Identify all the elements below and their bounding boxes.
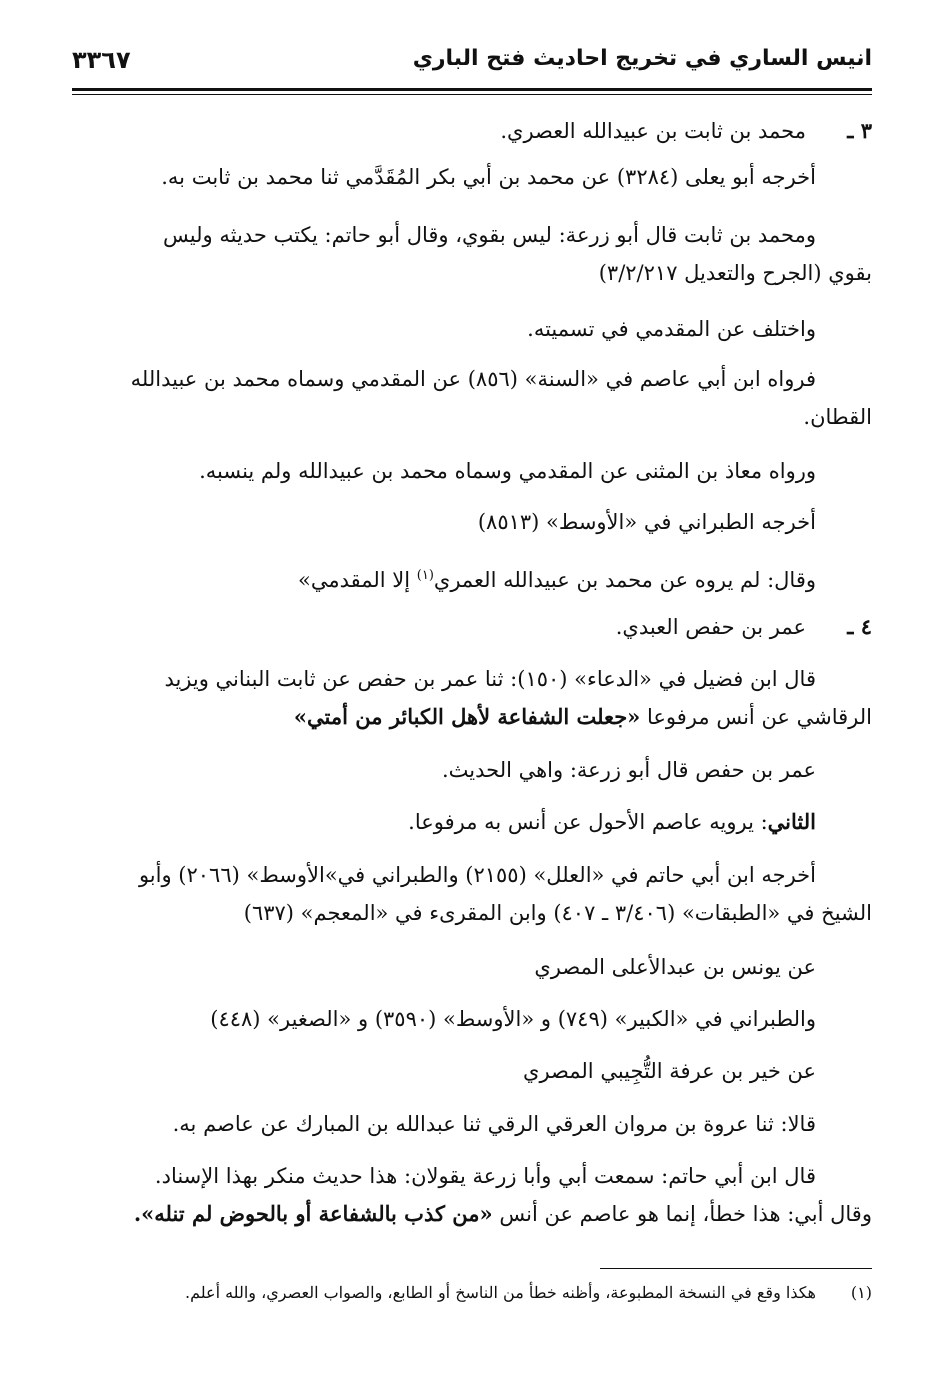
paragraph: [64, 1000, 872, 1038]
footnote-text: هكذا وقع في النسخة المطبوعة، وأظنه خطأ من الناسخ أو الطابع، والصواب العصري، والله أعلم.: [184, 1283, 816, 1302]
paragraph: [64, 557, 872, 599]
text-line: قالا: ثنا عروة بن مروان العرقي الرقي ثنا عبدالله بن المبارك عن عاصم به.: [172, 1112, 816, 1136]
footnote-number: (١): [850, 1283, 872, 1302]
text-line: والطبراني في «الكبير» (٧٤٩) و «الأوسط» (٣٥٩٠) و «الصغير» (٤٤٨): [210, 1007, 816, 1031]
section-3-heading: [64, 112, 872, 150]
paragraph: [64, 856, 872, 932]
text-line: عمر بن حفص قال أبو زرعة: واهي الحديث.: [441, 758, 816, 782]
paragraph: [64, 803, 872, 841]
footnote-marker[interactable]: (١): [416, 568, 434, 583]
text-line: عن يونس بن عبدالأعلى المصري: [534, 955, 816, 979]
text-fragment: إلا المقدمي»: [297, 568, 417, 592]
paragraph: [64, 1105, 872, 1143]
text-line: أخرجه أبو يعلى (٣٢٨٤) عن محمد بن أبي بكر المُقَدَّمي ثنا محمد بن ثابت به.: [161, 165, 816, 189]
paragraph: [64, 360, 872, 436]
paragraph: [64, 1157, 872, 1233]
text-fragment: وقال: لم يروه عن محمد بن عبيدالله العمري: [433, 568, 816, 592]
paragraph: [64, 948, 872, 986]
running-header: [72, 44, 872, 84]
book-title: انيس الساري في تخريج احاديث فتح الباري: [412, 46, 872, 71]
paragraph: [64, 503, 872, 541]
item-label: الثاني: [767, 809, 816, 834]
text-line: ورواه معاذ بن المثنى عن المقدمي وسماه محمد بن عبيدالله ولم ينسبه.: [199, 459, 816, 483]
section-title: محمد بن ثابت بن عبيدالله العصري.: [500, 119, 806, 143]
text-line: الشيخ في «الطبقات» (٣/٤٠٦ ـ ٤٠٧) وابن المقرىء في «المعجم» (٦٣٧): [243, 901, 872, 925]
paragraph: [64, 216, 872, 292]
text-line: ومحمد بن ثابت قال أبو زرعة: ليس بقوي، وقال أبو حاتم: يكتب حديثه وليس: [163, 223, 816, 247]
text-line: [64, 557, 872, 599]
text-line: فرواه ابن أبي عاصم في «السنة» (٨٥٦) عن المقدمي وسماه محمد بن عبيدالله: [130, 367, 816, 391]
text-line: [64, 803, 872, 841]
paragraph: [64, 310, 872, 348]
text-line: عن خير بن عرفة التُّجِيبي المصري: [523, 1059, 816, 1083]
text-fragment: الرقاشي عن أنس مرفوعا: [640, 705, 872, 729]
section-title: عمر بن حفص العبدي.: [615, 615, 806, 639]
text-line: أخرجه الطبراني في «الأوسط» (٨٥١٣): [477, 510, 816, 534]
header-rule-thick: [72, 88, 872, 91]
hadith-quote: «جعلت الشفاعة لأهل الكبائر من أمتي»: [293, 704, 641, 729]
footnote-separator: [600, 1268, 872, 1269]
text-line: واختلف عن المقدمي في تسميته.: [527, 317, 816, 341]
page-number: ٣٣٦٧: [72, 46, 131, 74]
hadith-quote: «من كذب بالشفاعة أو بالحوض لم تنله».: [133, 1201, 493, 1226]
text-line: [64, 1195, 872, 1233]
text-fragment: وقال أبي: هذا خطأ، إنما هو عاصم عن أنس: [492, 1202, 872, 1226]
text-line: قال ابن أبي حاتم: سمعت أبي وأبا زرعة يقولان: هذا حديث منكر بهذا الإسناد.: [154, 1164, 816, 1188]
paragraph: [64, 158, 872, 196]
text-line: [64, 698, 872, 736]
section-number: ٣ ـ: [847, 118, 872, 143]
text-line: القطان.: [803, 405, 872, 429]
text-line: أخرجه ابن أبي حاتم في «العلل» (٢١٥٥) والطبراني في»الأوسط» (٢٠٦٦) وأبو: [138, 863, 816, 887]
paragraph: [64, 452, 872, 490]
text-line: بقوي (الجرح والتعديل ٣/٢/٢١٧): [598, 261, 872, 285]
header-rule-thin: [72, 94, 872, 95]
footnote: [64, 1280, 872, 1306]
section-number: ٤ ـ: [847, 614, 872, 639]
text-line: قال ابن فضيل في «الدعاء» (١٥٠): ثنا عمر بن حفص عن ثابت البناني ويزيد: [164, 667, 816, 691]
text-fragment: : يرويه عاصم الأحول عن أنس به مرفوعا.: [408, 810, 768, 834]
paragraph: [64, 660, 872, 736]
section-4-heading: [64, 608, 872, 646]
paragraph: [64, 751, 872, 789]
paragraph: [64, 1052, 872, 1090]
